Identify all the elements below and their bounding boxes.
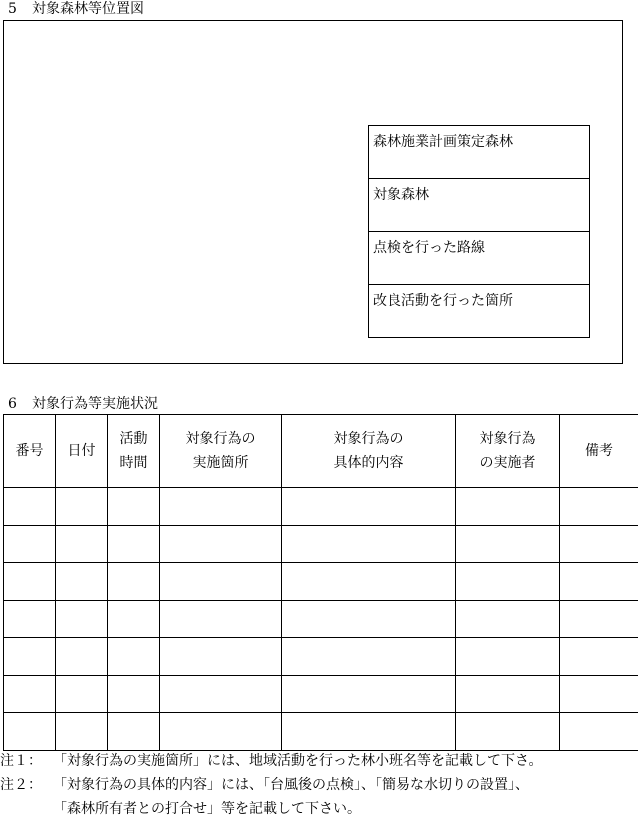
table-cell[interactable] <box>282 488 456 526</box>
table-cell[interactable] <box>282 638 456 676</box>
column-header <box>560 415 638 488</box>
table-cell[interactable] <box>160 600 282 638</box>
column-header-line: 対象行為の <box>282 427 455 451</box>
table-row <box>4 563 638 601</box>
table-cell[interactable] <box>4 600 56 638</box>
table-cell[interactable] <box>456 488 560 526</box>
note-2-text: 「対象行為の具体的内容」には、「台風後の点検」、「簡易な水切りの設置」、 <box>53 777 529 793</box>
section-5-title: 対象森林等位置図 <box>32 1 144 17</box>
table-cell[interactable] <box>4 488 56 526</box>
column-header-line: 対象行為 <box>456 427 559 451</box>
column-header <box>456 415 560 488</box>
table-header-row <box>4 415 638 488</box>
table-cell[interactable] <box>56 638 108 676</box>
table-row <box>4 713 638 751</box>
table-cell[interactable] <box>56 563 108 601</box>
table-cell[interactable] <box>456 563 560 601</box>
table-cell[interactable] <box>108 675 160 713</box>
table-cell[interactable] <box>160 488 282 526</box>
table-cell[interactable] <box>560 638 638 676</box>
table-cell[interactable] <box>56 713 108 751</box>
note-2-continuation: 「森林所有者との打合せ」等を記載して下さい。 <box>0 797 542 821</box>
table-row <box>4 600 638 638</box>
table-cell[interactable] <box>456 713 560 751</box>
table-cell[interactable] <box>560 675 638 713</box>
note-2-label: 注２： <box>0 773 53 797</box>
table-cell[interactable] <box>456 675 560 713</box>
column-header-line: 日付 <box>56 439 107 463</box>
activity-status-table <box>3 414 638 751</box>
table-cell[interactable] <box>160 713 282 751</box>
table-cell[interactable] <box>4 713 56 751</box>
table-cell[interactable] <box>560 713 638 751</box>
column-header-line: の実施者 <box>456 451 559 475</box>
legend-item-improved-site: 改良活動を行った箇所 <box>369 285 589 336</box>
column-header-line: 具体的内容 <box>282 451 455 475</box>
table-cell[interactable] <box>108 638 160 676</box>
table-cell[interactable] <box>108 600 160 638</box>
column-header-line: 実施箇所 <box>160 451 281 475</box>
note-1 <box>0 749 542 773</box>
table-cell[interactable] <box>108 713 160 751</box>
notes <box>0 749 542 821</box>
table-cell[interactable] <box>4 638 56 676</box>
note-1-label: 注１： <box>0 749 53 773</box>
table-row <box>4 525 638 563</box>
column-header-line: 時間 <box>108 451 159 475</box>
table-cell[interactable] <box>108 488 160 526</box>
table-cell[interactable] <box>56 525 108 563</box>
table-cell[interactable] <box>282 525 456 563</box>
table-cell[interactable] <box>456 638 560 676</box>
table-body <box>4 488 638 751</box>
section-6-heading <box>8 395 158 413</box>
table-cell[interactable] <box>282 563 456 601</box>
table-cell[interactable] <box>56 488 108 526</box>
column-header-line: 活動 <box>108 427 159 451</box>
note-2 <box>0 773 542 797</box>
table-cell[interactable] <box>160 638 282 676</box>
legend-item-inspected-route: 点検を行った路線 <box>369 232 589 285</box>
table-cell[interactable] <box>56 600 108 638</box>
note-1-text: 「対象行為の実施箇所」には、地域活動を行った林小班名等を記載して下さ。 <box>53 753 542 769</box>
table-cell[interactable] <box>560 488 638 526</box>
column-header <box>282 415 456 488</box>
table-row <box>4 638 638 676</box>
table-row <box>4 488 638 526</box>
column-header <box>56 415 108 488</box>
legend-item-target-forest: 対象森林 <box>369 179 589 232</box>
table-cell[interactable] <box>560 600 638 638</box>
table-cell[interactable] <box>56 675 108 713</box>
column-header-line: 備考 <box>560 439 638 463</box>
section-5-heading <box>8 0 144 18</box>
table-cell[interactable] <box>282 600 456 638</box>
table-cell[interactable] <box>456 525 560 563</box>
table-cell[interactable] <box>160 563 282 601</box>
column-header-line: 対象行為の <box>160 427 281 451</box>
table-cell[interactable] <box>108 563 160 601</box>
section-6-title: 対象行為等実施状況 <box>32 396 158 412</box>
table-cell[interactable] <box>4 525 56 563</box>
table-row <box>4 675 638 713</box>
section-5-number: 5 <box>8 0 32 18</box>
table-cell[interactable] <box>4 563 56 601</box>
column-header <box>160 415 282 488</box>
table-cell[interactable] <box>456 600 560 638</box>
legend-item-plan-forest: 森林施業計画策定森林 <box>369 126 589 179</box>
map-legend <box>368 125 590 338</box>
table-cell[interactable] <box>4 675 56 713</box>
section-6-number: 6 <box>8 395 32 413</box>
table-cell[interactable] <box>160 525 282 563</box>
table-cell[interactable] <box>282 713 456 751</box>
table-cell[interactable] <box>108 525 160 563</box>
column-header <box>4 415 56 488</box>
column-header-line: 番号 <box>4 439 55 463</box>
table-cell[interactable] <box>282 675 456 713</box>
table-cell[interactable] <box>560 525 638 563</box>
table-cell[interactable] <box>560 563 638 601</box>
table-cell[interactable] <box>160 675 282 713</box>
column-header <box>108 415 160 488</box>
